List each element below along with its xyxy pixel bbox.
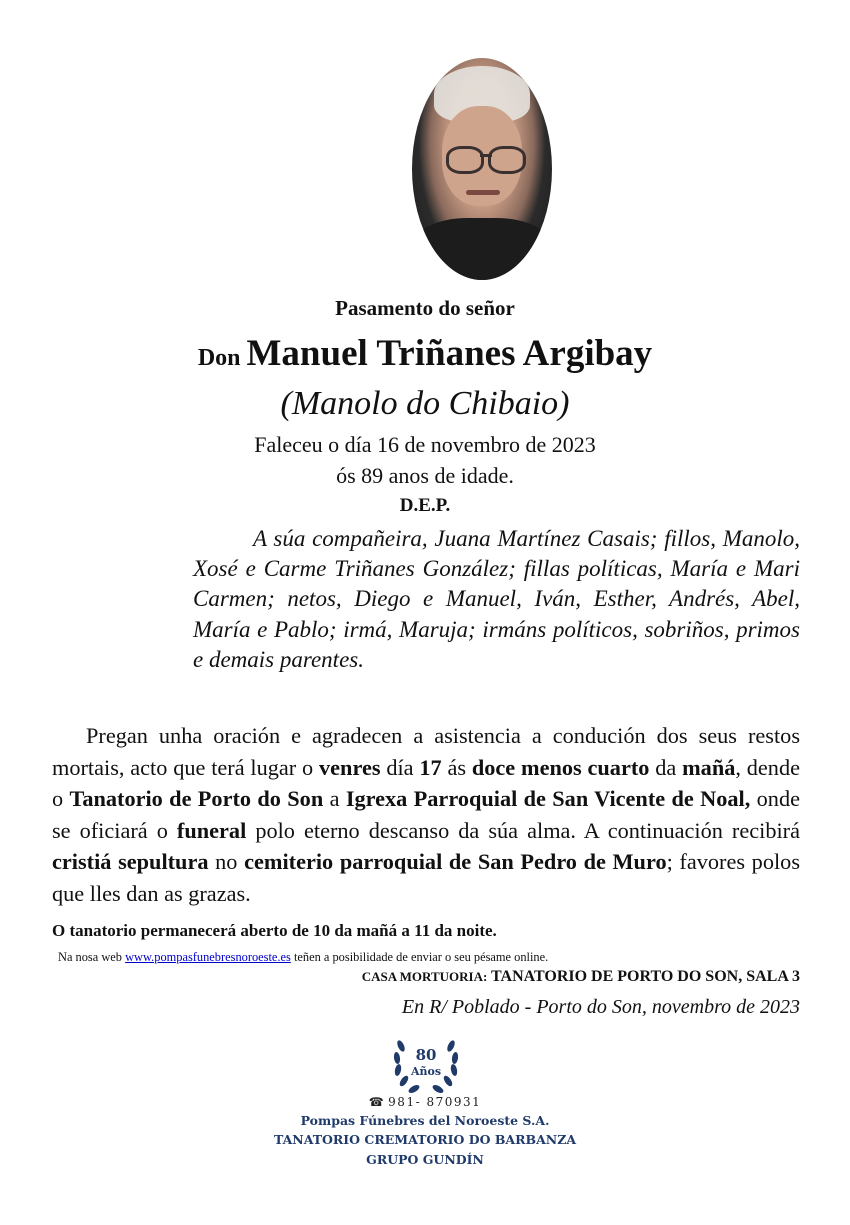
- website-link[interactable]: www.pompasfunebresnoroeste.es: [125, 950, 291, 964]
- phone-number: 981- 870931: [388, 1095, 482, 1109]
- age: ós 89 anos de idade.: [336, 463, 514, 488]
- opening-hours: O tanatorio permanecerá aberto de 10 da mañá a 11 da noite.: [52, 921, 497, 940]
- badge-word: Años: [410, 1065, 442, 1078]
- honorific: Don: [197, 345, 241, 371]
- deceased-name-line: [0, 332, 850, 375]
- death-date: Faleceu o día 16 de novembro de 2023: [254, 432, 596, 457]
- dep-label: D.E.P.: [399, 495, 451, 516]
- nickname: (Manolo do Chibaio): [280, 385, 570, 422]
- heading: Pasamento do señor: [335, 296, 515, 320]
- phone: [0, 1095, 850, 1109]
- company-name: Pompas Fúnebres del Noroeste S.A.: [300, 1113, 550, 1128]
- phone-icon: ☎: [368, 1095, 386, 1109]
- company-line3: GRUPO GUNDÍN: [366, 1152, 484, 1167]
- company-line2: TANATORIO CREMATORIO DO BARBANZA: [273, 1132, 577, 1147]
- deceased-name: Manuel Triñanes Argibay: [246, 333, 653, 374]
- web-notice: Na nosa web www.pompasfunebresnoroeste.es teñen a posibilidade de enviar o seu pésame online.: [58, 950, 549, 964]
- funeral-home: [362, 968, 800, 986]
- service-details: Pregan unha oración e agradecen a asistencia a condución dos seus restos mortais, acto que terá lugar o venres día 17 ás doce menos cuarto da mañá, dende o Tanatorio de Porto do Son a Igrexa Parroquial de San Vicente de Noal, onde se oficiará o funeral polo eterno descanso da súa alma. A continuación recibirá cristiá sepultura no cemiterio parroquial de San Pedro de Muro; favores polos que lles dan as grazas.: [52, 723, 801, 906]
- anniversary-badge: [391, 1028, 461, 1096]
- badge-number: 80: [415, 1046, 437, 1064]
- portrait-photo: [412, 58, 552, 280]
- funeral-home-value: TANATORIO DE PORTO DO SON, SALA 3: [487, 968, 800, 985]
- family-members: A súa compañeira, Juana Martínez Casais; fillos, Manolo, Xosé e Carme Triñanes González; fillas políticas, María e Mari Carmen; netos, Diego e Manuel, Iván, Esther, Andrés, Abel, María e Pablo; irmá, Maruja; irmáns políticos, sobriños, primos e demais parentes.: [193, 526, 800, 672]
- place-date: En R/ Poblado - Porto do Son, novembro de 2023: [401, 996, 800, 1018]
- funeral-home-label: CASA MORTUORIA:: [361, 969, 488, 984]
